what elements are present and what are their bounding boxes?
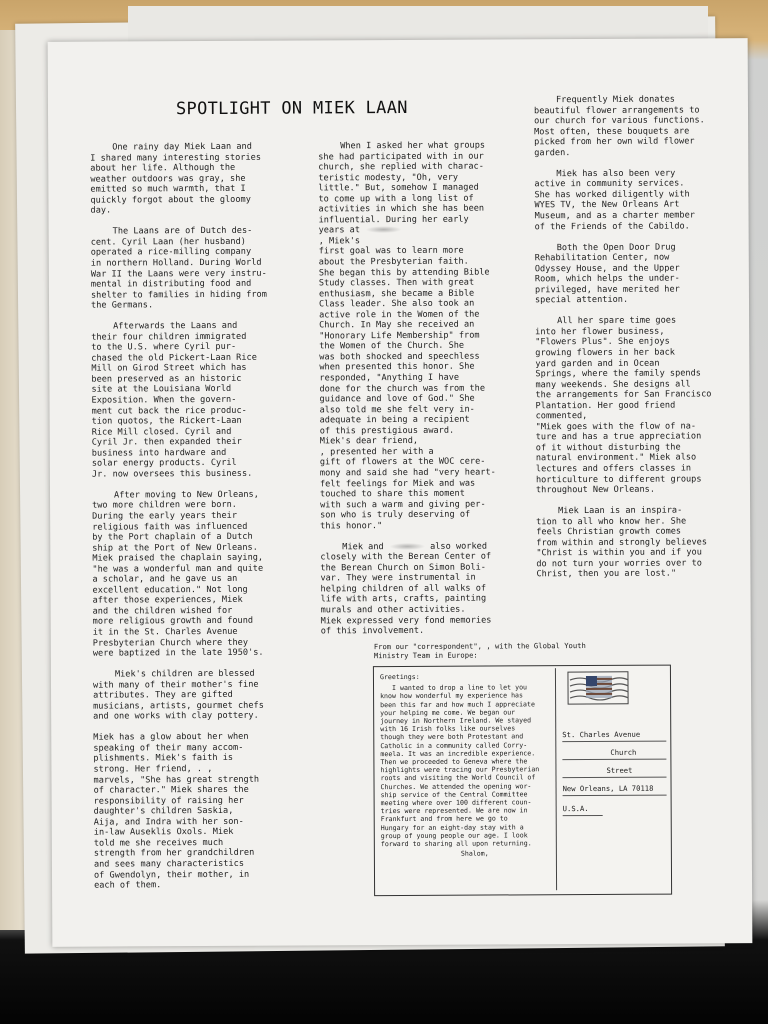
greeting-body: I wanted to drop a line to let you know how wonderful my experience has been this far and how much I appreciate your helping me come. We began our journey in Northern Ireland. We stayed with 16 Irish folks like ourselves though they were both Protestant and Catholic in a community called Corry- meela. It was an incredible experience. Then we proceeded to Geneva where the highlights were tracing our Presbyterian roots and visiting the World Council of Churches. We attended the opening wor- ship service of the Central Committee meeting where over 100 different coun- tries were represented. We are now in Frankfurt and from here we go to Hungary for an eight-day stay with a group of young people our age. I look forward to sharing all upon returning. [380, 683, 540, 849]
paragraph: Miek has also been very active in community services. She has worked diligently with WYES TV, the New Orleans Art Museum, and as a charter member of the Friends of the Cabildo. [534, 168, 695, 232]
address-line: Church [562, 748, 666, 761]
paragraph: Afterwards the Laans and their four children immigrated to the U.S. where Cyril pur- chased the old Pickert-Laan Rice Mill on Girod Street which has been preserved as an historic site at the Louisiana World Exposition. When the govern- ment cut back the rice produc- tion quotos, the Rickert-Laan Rice Mill closed. Cyril and Cyril Jr. then expanded their business into hardware and solar energy products. Cyril Jr. now oversees this business. [91, 321, 257, 480]
caption-line: Ministry Team in Europe: [373, 650, 478, 661]
paragraph: Miek has a glow about her when speaking of their many accom- plishments. Miek's faith is strong. Her friend, . , marvels, "She has great strength of character." Miek shares the responsibility of raising her daughter's children Saskia, Aija, and Indra with her son- in-law Auseklis Oxols. Miek told me she receives much strength from her grandchildren and sees many characteristics of Gwendolyn, their mother, in each of them. [93, 732, 260, 891]
address-line: U.S.A. [563, 804, 603, 816]
paragraph: Miek Laan is an inspira- tion to all who know her. She feels Christian growth comes from within and strongly believes "Christ is within you and if you do not turn your worries over to Christ, then you are lost." [536, 505, 708, 580]
caption-line: From our "correspondent", , with the Global Youth [373, 641, 586, 652]
redacted-name [365, 226, 401, 233]
address-line: St. Charles Avenue [562, 730, 666, 743]
paragraph: Both the Open Door Drug Rehabilitation Center, now Odyssey House, and the Upper Room, which helps the under- privileged, have merited her special attention. [534, 242, 680, 306]
paragraph-text: Miek and [342, 541, 384, 553]
paragraph: Miek's children are blessed with many of their mother's fine attributes. They are gifted musicians, artists, gourmet chefs and one works with clay pottery. [92, 668, 264, 722]
paragraph-text: also worked closely with the Berean Center of the Berean Church on Simon Boli- var. They were instrumental in helping children of all walks of life with arts, crafts, painting murals and other activities. Miek expressed very fond memories of this involvement. [320, 541, 492, 637]
paragraph: One rainy day Miek Laan and I shared many interesting stories about her life. Although the weather outdoors was gray, she emitted so much warmth, that I quickly forgot about the gloomy day. [90, 141, 262, 216]
redacted-name [389, 543, 425, 550]
paragraph-text: When I asked her what groups she had participated with in our church, she replied with charac- teristic modesty, "Oh, very little." But, somehow I managed to come up with a long list of activities in which she has been influential. During her early years at [318, 140, 486, 236]
greeting-heading: Greetings: [379, 672, 420, 682]
paragraph: The Laans are of Dutch des- cent. Cyril Laan (her husband) operated a rice-milling company in northern Holland. During World War II the Laans were very instru- mental in distributing food and shelter to families in hiding from the Germans. [90, 226, 267, 311]
paragraph [318, 140, 523, 236]
paragraph: , Miek's first goal was to learn more about the Presbyterian faith. She began this by attending Bible Study classes. Then with great enthusiasm, she became a Bible Class leader. She also took an active role in the Women of the Church. In May she received an "Honorary Life Membership" from the Women of the Church. She was both shocked and speechless when presented this honor. She responded, "Anything I have done for the church was from the guidance and love of God." She also told me she felt very in- adequate in being a recipient of this prestigious award. Miek's dear friend, , presented her with a gift of flowers at the WOC cere- mony and said she had "very heart- felt feelings for Miek and was touched to share this moment with such a warm and giving per- son who is truly deserving of this honor." [318, 236, 496, 532]
address-line: New Orleans, LA 70118 [563, 784, 667, 797]
paragraph [320, 541, 525, 637]
postmark-stamp-icon [566, 670, 630, 706]
newsletter-page [48, 38, 753, 947]
article-title: SPOTLIGHT ON MIEK LAAN [175, 97, 408, 120]
column-2 [318, 140, 526, 647]
postcard-message [380, 672, 551, 858]
address-line: Street [562, 766, 666, 779]
paragraph: All her spare time goes into her flower business, "Flowers Plus". She enjoys growing flowers in her back yard garden and in Ocean Springs, where the family spends many weekends. She designs all the arrangements for San Francisco Plantation. Her good friend commented, "Miek goes with the flow of na- ture and has a true appreciation of it without disturbing the natural environment." Miek also lectures and offers classes in horticulture to different groups throughout New Orleans. [535, 315, 712, 496]
postcard-divider [555, 668, 557, 890]
paragraph: After moving to New Orleans, two more children were born. During the early years their religious faith was influenced by the Port chaplain of a Dutch ship at the Port of New Orleans. Miek praised the chaplain saying, "he was a wonderful man and quite a scholar, and he gave us an excellent education." Not long after those experiences, Miek and the children wished for more religious growth and found it in the St. Charles Avenue Presbyterian Church where they were baptized in the late 1950's. [92, 489, 264, 659]
postcard [373, 665, 672, 897]
column-1 [90, 142, 304, 902]
paragraph: Frequently Miek donates beautiful flower arrangements to our church for various functions. Most often, these bouquets are picked from her own wild flower garden. [533, 94, 705, 159]
greeting-signoff: Shalom, [460, 849, 489, 858]
column-3 [534, 94, 747, 591]
postcard-caption [374, 641, 684, 661]
